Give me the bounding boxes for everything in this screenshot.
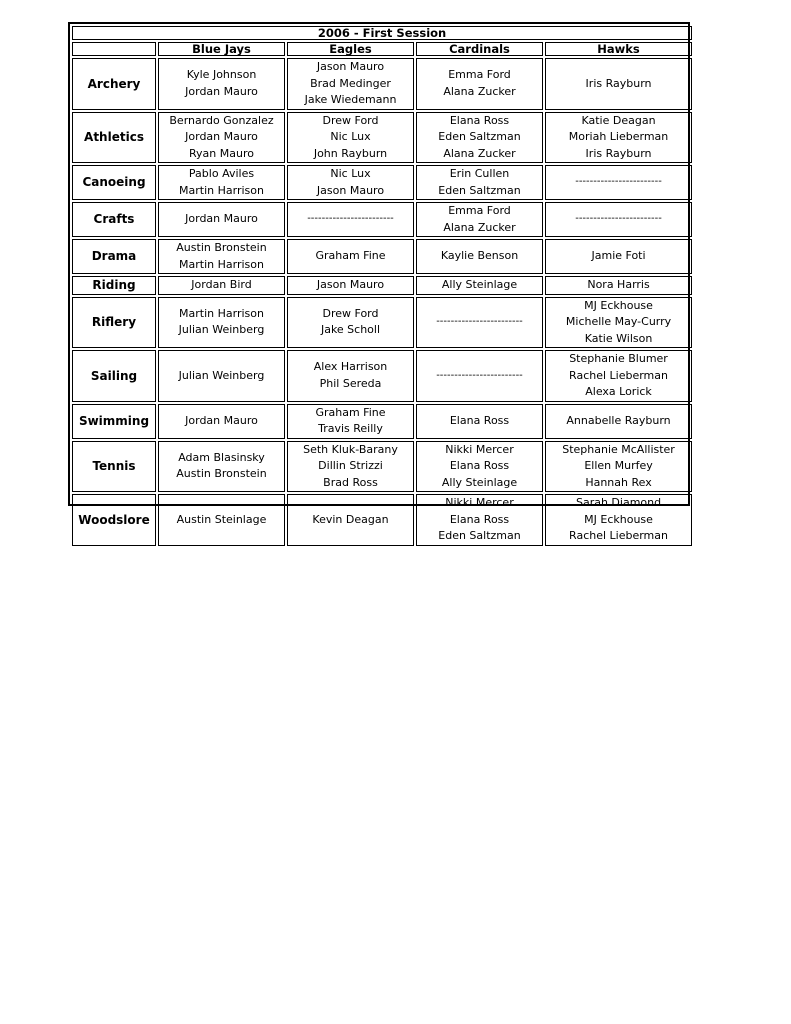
team-cell (158, 350, 285, 402)
camper-name: Julian Weinberg (178, 323, 265, 337)
team-cell (545, 276, 692, 295)
camper-name: Stephanie Blumer (569, 352, 668, 365)
title-row (72, 26, 692, 40)
camper-name: Austin Steinlage (176, 512, 267, 526)
activity-row (72, 494, 692, 546)
camper-name: Jason Mauro (316, 183, 385, 197)
team-cell (416, 494, 543, 546)
camper-name: Hannah Rex (585, 475, 652, 489)
header-corner (72, 42, 156, 56)
camper-name: Kyle Johnson (186, 68, 257, 82)
team-cell (287, 276, 414, 295)
team-cell (545, 165, 692, 200)
activity-row (72, 350, 692, 402)
empty-placeholder: ------------------------ (436, 369, 523, 381)
camper-name: Nic Lux (330, 130, 371, 143)
activity-row (72, 58, 692, 110)
activity-name: Athletics (72, 112, 156, 164)
camper-name: Jordan Mauro (185, 130, 258, 143)
team-cell (158, 239, 285, 274)
camper-name: Seth Kluk-Barany (303, 442, 398, 456)
camper-name: Elana Ross (449, 113, 510, 127)
camper-name: Elana Ross (449, 413, 510, 427)
activity-name: Riding (72, 276, 156, 295)
activity-name: Drama (72, 239, 156, 274)
team-cell (158, 404, 285, 439)
camper-name: Ally Steinlage (441, 475, 518, 489)
camper-name: Rachel Lieberman (569, 529, 668, 542)
camper-name: Austin Bronstein (176, 467, 267, 481)
camper-name: Eden Saltzman (438, 183, 521, 197)
camper-name: Moriah Lieberman (568, 130, 669, 143)
camper-name: Emma Ford (448, 204, 511, 217)
activity-row (72, 276, 692, 295)
activity-row (72, 202, 692, 237)
camper-name: Iris Rayburn (585, 146, 652, 160)
camper-name: Jake Wiedemann (304, 93, 397, 106)
team-cell (287, 202, 414, 237)
camper-name: Nikki Mercer (445, 442, 514, 456)
team-cell (287, 350, 414, 402)
team-cell (416, 112, 543, 164)
activity-name: Riflery (72, 297, 156, 349)
camper-name: Eden Saltzman (438, 529, 521, 542)
camper-name: Jamie Foti (591, 249, 646, 263)
camper-name: Jordan Mauro (185, 413, 258, 427)
team-header-eagles: Eagles (287, 42, 414, 56)
camper-name: Kaylie Benson (440, 249, 519, 263)
activity-row (72, 404, 692, 439)
team-cell (158, 494, 285, 546)
camper-name: Julian Weinberg (178, 368, 265, 382)
team-cell (545, 112, 692, 164)
empty-placeholder: ------------------------ (307, 213, 394, 225)
camper-name: Alana Zucker (443, 220, 516, 234)
team-cell (287, 165, 414, 200)
camper-name: Phil Sereda (319, 376, 382, 390)
team-header-cardinals: Cardinals (416, 42, 543, 56)
camper-name: Iris Rayburn (585, 76, 652, 90)
activity-name: Swimming (72, 404, 156, 439)
team-cell (287, 239, 414, 274)
camper-name: Ellen Murfey (584, 459, 653, 472)
camper-name: Adam Blasinsky (178, 450, 265, 464)
team-cell (158, 112, 285, 164)
team-cell (545, 441, 692, 493)
camper-name: Jordan Mauro (185, 212, 258, 226)
camper-name: Travis Reilly (318, 422, 383, 435)
camper-name: Jason Mauro (316, 60, 385, 73)
activity-schedule-table (70, 24, 694, 548)
camper-name: Annabelle Rayburn (566, 413, 671, 427)
camper-name: Alana Zucker (443, 84, 516, 98)
camper-name: Brad Ross (323, 475, 378, 489)
activity-row (72, 441, 692, 493)
team-header-hawks: Hawks (545, 42, 692, 56)
team-cell (287, 441, 414, 493)
camper-name: Brad Medinger (310, 76, 391, 90)
activity-name: Tennis (72, 441, 156, 493)
team-cell (545, 404, 692, 439)
camper-name: Ally Steinlage (441, 278, 518, 291)
camper-name: Sarah Diamond (575, 496, 662, 509)
camper-name: Alexa Lorick (585, 385, 652, 398)
team-cell (416, 202, 543, 237)
camper-name: Nora Harris (587, 278, 650, 291)
camper-name: Elana Ross (449, 459, 510, 472)
team-cell (416, 239, 543, 274)
camper-name: Jason Mauro (316, 278, 385, 291)
camper-name: Jordan Bird (191, 278, 252, 291)
camper-name: Elana Ross (449, 512, 510, 526)
team-cell (545, 350, 692, 402)
camper-name: Dillin Strizzi (318, 459, 383, 472)
header-row (72, 42, 692, 56)
team-cell (545, 494, 692, 546)
empty-placeholder: ------------------------ (436, 316, 523, 327)
team-cell (416, 276, 543, 295)
team-cell (158, 58, 285, 110)
camper-name: Drew Ford (322, 306, 379, 320)
team-cell (416, 350, 543, 402)
camper-name: Bernardo Gonzalez (169, 113, 274, 127)
camper-name: Stephanie McAllister (562, 442, 675, 456)
team-cell (158, 441, 285, 493)
activity-name: Archery (72, 58, 156, 110)
activity-name: Canoeing (72, 165, 156, 200)
camper-name: Katie Deagan (581, 113, 656, 127)
team-cell (416, 165, 543, 200)
camper-name: Ryan Mauro (189, 146, 254, 160)
camper-name: Pablo Aviles (188, 167, 255, 180)
activity-name: Sailing (72, 350, 156, 402)
camper-name: MJ Eckhouse (584, 512, 653, 526)
camper-name: Michelle May-Curry (565, 315, 672, 328)
activity-row (72, 297, 692, 349)
camper-name: Katie Wilson (584, 331, 653, 345)
team-cell (545, 58, 692, 110)
camper-name: Alex Harrison (313, 360, 388, 374)
empty-placeholder: ------------------------ (575, 213, 662, 225)
camper-name: Graham Fine (315, 249, 386, 263)
team-cell (416, 297, 543, 349)
camper-name: Nikki Mercer (445, 496, 514, 509)
camper-name: Graham Fine (315, 405, 386, 419)
camper-name: John Rayburn (313, 146, 388, 160)
team-cell (287, 404, 414, 439)
camper-name: Drew Ford (322, 113, 379, 127)
team-cell (158, 202, 285, 237)
camper-name: Eden Saltzman (438, 130, 521, 143)
camper-name: Martin Harrison (179, 183, 264, 197)
team-cell (287, 58, 414, 110)
camper-name: Erin Cullen (449, 167, 510, 180)
team-cell (287, 112, 414, 164)
activity-row (72, 239, 692, 274)
team-cell (545, 202, 692, 237)
camper-name: Alana Zucker (443, 146, 516, 160)
camper-name: Jake Scholl (320, 323, 381, 337)
activity-name: Crafts (72, 202, 156, 237)
team-header-blue-jays: Blue Jays (158, 42, 285, 56)
team-cell (287, 297, 414, 349)
camper-name: Austin Bronstein (176, 241, 267, 254)
camper-name: Martin Harrison (179, 306, 264, 320)
team-cell (545, 239, 692, 274)
camper-name: Kevin Deagan (312, 512, 389, 526)
schedule-body (72, 26, 692, 546)
activity-name: Woodslore (72, 494, 156, 546)
schedule-sheet (68, 22, 690, 542)
camper-name: Nic Lux (330, 167, 371, 180)
activity-row (72, 112, 692, 164)
camper-name: MJ Eckhouse (584, 298, 653, 312)
activity-row (72, 165, 692, 200)
team-cell (416, 58, 543, 110)
team-cell (158, 297, 285, 349)
empty-placeholder: ------------------------ (575, 176, 662, 188)
team-cell (287, 494, 414, 546)
camper-name: Rachel Lieberman (569, 368, 668, 382)
schedule-title: 2006 - First Session (72, 26, 692, 40)
team-cell (416, 404, 543, 439)
camper-name: Jordan Mauro (185, 84, 258, 98)
team-cell (158, 165, 285, 200)
team-cell (158, 276, 285, 295)
team-cell (416, 441, 543, 493)
camper-name: Martin Harrison (179, 257, 264, 271)
camper-name: Emma Ford (448, 68, 511, 82)
team-cell (545, 297, 692, 349)
